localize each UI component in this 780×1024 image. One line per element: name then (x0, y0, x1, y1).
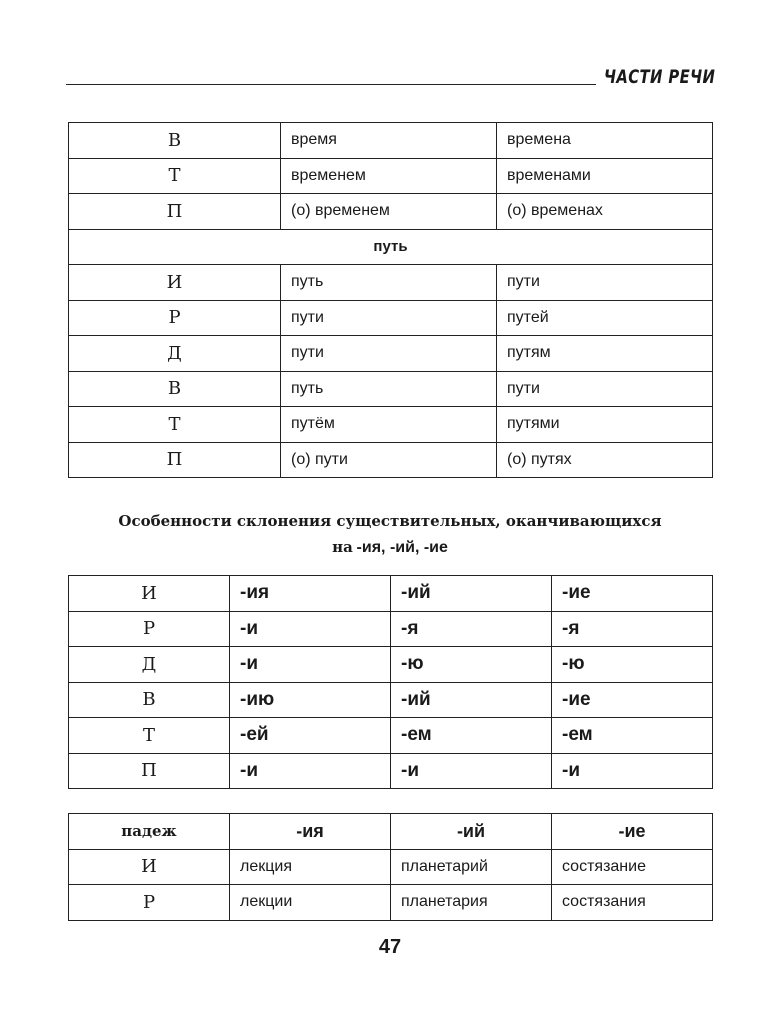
heading-endings: -ия, -ий, -ие (356, 539, 448, 556)
header-ii-cell: -ий (391, 814, 552, 850)
plural-cell: временами (497, 158, 713, 194)
example-ia-cell: лекции (230, 885, 391, 921)
table-row (69, 885, 713, 921)
table-row (69, 300, 713, 336)
case-cell: И (69, 849, 230, 885)
table-row (69, 682, 713, 718)
table-row (69, 123, 713, 159)
endings-table (68, 575, 713, 789)
plural-cell: путей (497, 300, 713, 336)
table-row (69, 753, 713, 789)
plural-cell: времена (497, 123, 713, 159)
table-row (69, 158, 713, 194)
case-cell: Р (69, 611, 230, 647)
table-subheading-row (69, 229, 713, 265)
ending-ii-cell: -и (391, 753, 552, 789)
table-row (69, 336, 713, 372)
table-row (69, 407, 713, 443)
plural-cell: (о) временах (497, 194, 713, 230)
singular-cell: путь (281, 371, 497, 407)
table-row (69, 576, 713, 612)
case-cell: П (69, 753, 230, 789)
ending-ia-cell: -ия (230, 576, 391, 612)
ending-ii-cell: -ем (391, 718, 552, 754)
case-cell: И (69, 265, 281, 301)
plural-cell: (о) путях (497, 442, 713, 478)
ending-ia-cell: -ию (230, 682, 391, 718)
heading-prefix: на (332, 538, 353, 556)
singular-cell: пути (281, 300, 497, 336)
case-cell: В (69, 682, 230, 718)
page-number: 47 (378, 936, 402, 958)
case-cell: И (69, 576, 230, 612)
ending-ie-cell: -ие (552, 682, 713, 718)
case-cell: Т (69, 158, 281, 194)
example-ii-cell: планетарий (391, 849, 552, 885)
ending-ii-cell: -я (391, 611, 552, 647)
declension-table-vremya-put (68, 122, 713, 478)
case-cell: Д (69, 336, 281, 372)
case-cell: В (69, 123, 281, 159)
singular-cell: путь (281, 265, 497, 301)
ending-ii-cell: -ий (391, 682, 552, 718)
section-heading-line1: Особенности склонения существительных, оканчивающихся (118, 512, 662, 530)
table-header-row (69, 814, 713, 850)
table-row (69, 371, 713, 407)
table-row (69, 611, 713, 647)
example-ia-cell: лекция (230, 849, 391, 885)
table-row (69, 647, 713, 683)
example-ie-cell: состязание (552, 849, 713, 885)
singular-cell: (о) временем (281, 194, 497, 230)
table-row (69, 265, 713, 301)
table-row (69, 849, 713, 885)
ending-ie-cell: -ие (552, 576, 713, 612)
ending-ia-cell: -ей (230, 718, 391, 754)
ending-ie-cell: -ю (552, 647, 713, 683)
ending-ia-cell: -и (230, 753, 391, 789)
ending-ia-cell: -и (230, 611, 391, 647)
ending-ie-cell: -ем (552, 718, 713, 754)
ending-ia-cell: -и (230, 647, 391, 683)
ending-ie-cell: -я (552, 611, 713, 647)
section-heading-line2 (68, 538, 712, 557)
examples-table (68, 813, 713, 921)
singular-cell: путём (281, 407, 497, 443)
case-cell: Р (69, 300, 281, 336)
table-row (69, 194, 713, 230)
case-cell: П (69, 442, 281, 478)
singular-cell: (о) пути (281, 442, 497, 478)
table-row (69, 718, 713, 754)
singular-cell: пути (281, 336, 497, 372)
ending-ii-cell: -ий (391, 576, 552, 612)
example-ie-cell: состязания (552, 885, 713, 921)
header-ie-cell: -ие (552, 814, 713, 850)
word-subheading: путь (69, 229, 713, 265)
header-rule (66, 84, 596, 85)
plural-cell: путям (497, 336, 713, 372)
case-cell: Д (69, 647, 230, 683)
singular-cell: временем (281, 158, 497, 194)
header-ia-cell: -ия (230, 814, 391, 850)
plural-cell: пути (497, 371, 713, 407)
table-row (69, 442, 713, 478)
case-cell: П (69, 194, 281, 230)
singular-cell: время (281, 123, 497, 159)
ending-ii-cell: -ю (391, 647, 552, 683)
plural-cell: пути (497, 265, 713, 301)
ending-ie-cell: -и (552, 753, 713, 789)
case-cell: В (69, 371, 281, 407)
case-cell: Т (69, 407, 281, 443)
example-ii-cell: планетария (391, 885, 552, 921)
header-case-cell: падеж (69, 814, 230, 850)
section-title: ЧАСТИ РЕЧИ (604, 66, 716, 88)
plural-cell: путями (497, 407, 713, 443)
case-cell: Т (69, 718, 230, 754)
case-cell: Р (69, 885, 230, 921)
